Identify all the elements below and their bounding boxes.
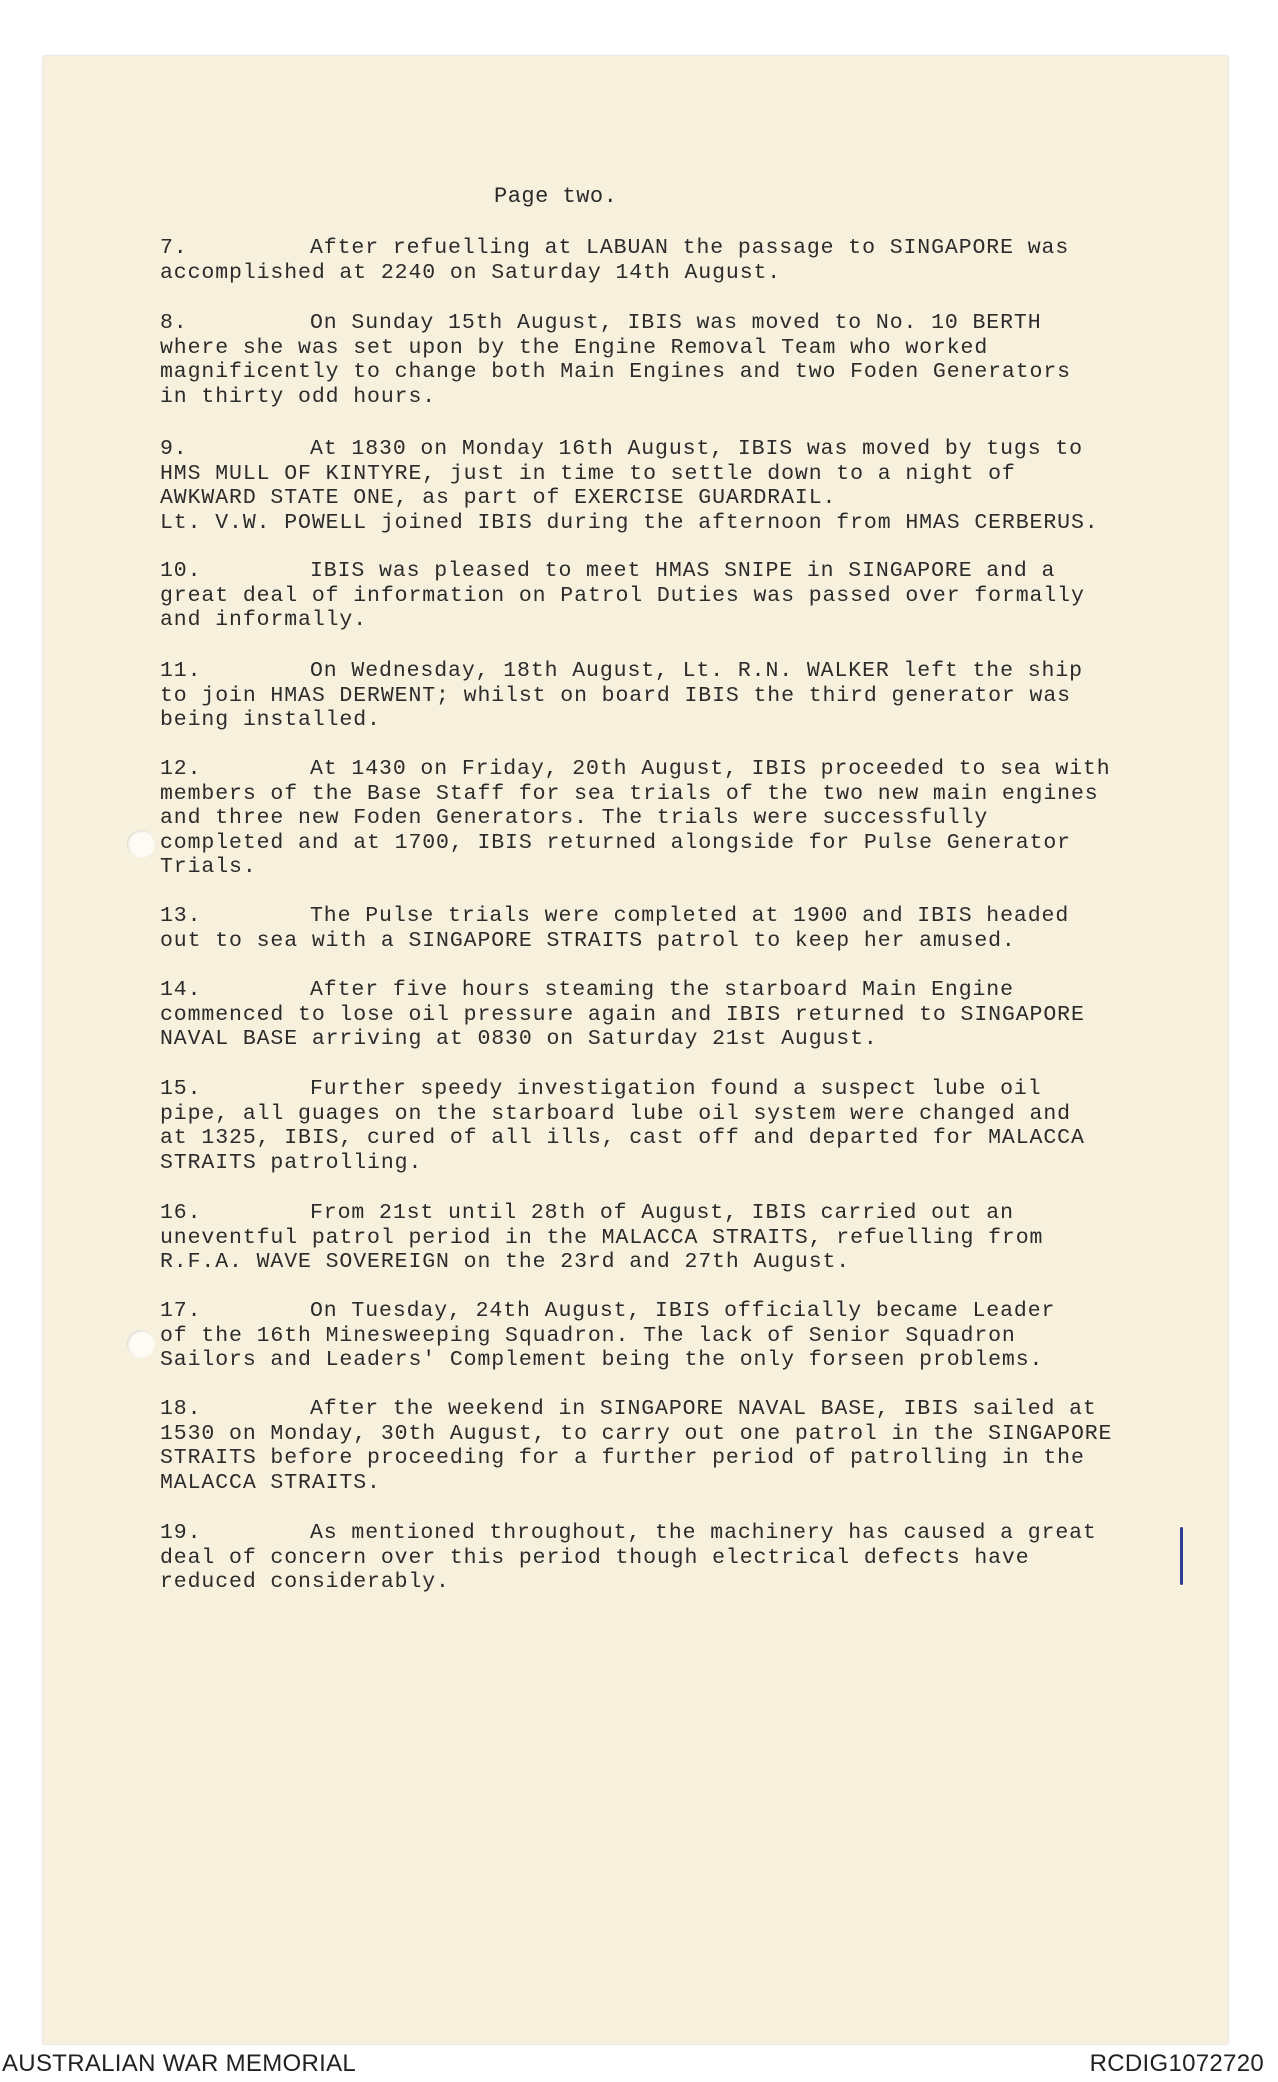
paragraph-line: After the weekend in SINGAPORE NAVAL BASE, IBIS sailed at: [310, 1397, 1097, 1421]
paragraph-19: [160, 1521, 1170, 1595]
paragraph-number: 18.: [160, 1397, 202, 1421]
paragraph-line: completed and at 1700, IBIS returned alongside for Pulse Generator: [160, 830, 1071, 855]
paragraph-line: of the 16th Minesweeping Squadron. The lack of Senior Squadron: [160, 1323, 1016, 1348]
paragraph-line: From 21st until 28th of August, IBIS carried out an: [310, 1201, 1014, 1225]
paragraph-line: Further speedy investigation found a suspect lube oil: [310, 1077, 1042, 1101]
paragraph-number: 16.: [160, 1201, 202, 1225]
paragraph-line: and three new Foden Generators. The trials were successfully: [160, 806, 989, 830]
paragraph-line: On Sunday 15th August, IBIS was moved to No. 10 BERTH: [310, 311, 1042, 335]
paragraph-line: Sailors and Leaders' Complement being the only forseen problems.: [160, 1348, 1044, 1372]
paragraph-line: reduced considerably.: [160, 1570, 450, 1594]
paragraph-number: 13.: [160, 904, 202, 928]
paragraph-number: 17.: [160, 1299, 202, 1323]
paragraph-line: At 1430 on Friday, 20th August, IBIS proceeded to sea with: [310, 757, 1111, 781]
archive-caption: AUSTRALIAN WAR MEMORIAL: [2, 2050, 357, 2077]
paragraph-line: members of the Base Staff for sea trials of the two new main engines: [160, 781, 1099, 806]
paragraph-line: NAVAL BASE arriving at 0830 on Saturday 21st August.: [160, 1027, 878, 1051]
paragraph-line: and informally.: [160, 608, 368, 632]
paragraph-number: 9.: [160, 437, 188, 461]
paragraph-line: HMS MULL OF KINTYRE, just in time to settle down to a night of: [160, 461, 1016, 486]
paragraph-line: IBIS was pleased to meet HMAS SNIPE in SINGAPORE and a: [310, 559, 1056, 583]
paragraph-line: On Tuesday, 24th August, IBIS officially became Leader: [310, 1299, 1056, 1323]
margin-pen-mark: [1180, 1527, 1183, 1585]
paragraph-number: 14.: [160, 978, 202, 1002]
paragraph-line: On Wednesday, 18th August, Lt. R.N. WALKER left the ship: [310, 659, 1083, 683]
paragraph-17: [160, 1299, 1170, 1373]
paragraph-line: to join HMAS DERWENT; whilst on board IBIS the third generator was: [160, 683, 1071, 708]
paragraph-11: [160, 659, 1170, 733]
paragraph-line: being installed.: [160, 708, 381, 732]
paragraph-line: R.F.A. WAVE SOVEREIGN on the 23rd and 27th August.: [160, 1250, 851, 1274]
paragraph-line: great deal of information on Patrol Duties was passed over formally: [160, 583, 1085, 608]
punch-hole: [127, 830, 155, 858]
paragraph-10: [160, 559, 1170, 633]
paragraph-line: uneventful patrol period in the MALACCA STRAITS, refuelling from: [160, 1225, 1044, 1250]
paragraph-line: As mentioned throughout, the machinery has caused a great: [310, 1521, 1097, 1545]
archive-reference: RCDIG1072720: [1089, 2050, 1264, 2077]
punch-hole: [127, 1330, 155, 1358]
paragraph-line: After refuelling at LABUAN the passage to SINGAPORE was: [310, 236, 1070, 260]
page-heading: Page two.: [494, 184, 618, 209]
paragraph-18: [160, 1397, 1170, 1495]
paragraph-number: 19.: [160, 1521, 202, 1545]
paragraph-8: [160, 311, 1170, 409]
paragraph-14: [160, 978, 1170, 1052]
paragraph-16: [160, 1201, 1170, 1275]
paragraph-line: The Pulse trials were completed at 1900 and IBIS headed: [310, 904, 1070, 928]
paragraph-line: commenced to lose oil pressure again and IBIS returned to SINGAPORE: [160, 1002, 1085, 1027]
paragraph-line: where she was set upon by the Engine Removal Team who worked: [160, 335, 989, 360]
paragraph-number: 12.: [160, 757, 202, 781]
paragraph-line: STRAITS patrolling.: [160, 1150, 423, 1175]
paragraph-15: [160, 1077, 1170, 1175]
paragraph-line: At 1830 on Monday 16th August, IBIS was moved by tugs to: [310, 437, 1083, 461]
paragraph-line: out to sea with a SINGAPORE STRAITS patrol to keep her amused.: [160, 928, 1016, 953]
paragraph-line: pipe, all guages on the starboard lube oil system were changed and: [160, 1101, 1071, 1126]
paragraph-line: Lt. V.W. POWELL joined IBIS during the afternoon from HMAS CERBERUS.: [160, 510, 1099, 535]
paragraph-line: AWKWARD STATE ONE, as part of EXERCISE GUARDRAIL.: [160, 486, 837, 510]
paragraph-line: After five hours steaming the starboard Main Engine: [310, 978, 1014, 1002]
paragraph-12: [160, 757, 1170, 880]
paragraph-number: 15.: [160, 1077, 202, 1101]
paragraph-number: 11.: [160, 659, 202, 683]
paragraph-number: 8.: [160, 311, 188, 335]
paragraph-9: [160, 437, 1170, 535]
paragraph-line: in thirty odd hours.: [160, 384, 437, 409]
paragraph-line: STRAITS before proceeding for a further period of patrolling in the: [160, 1446, 1085, 1470]
paragraph-line: MALACCA STRAITS.: [160, 1470, 381, 1495]
paragraph-line: magnificently to change both Main Engines and two Foden Generators: [160, 360, 1071, 384]
paragraph-line: accomplished at 2240 on Saturday 14th August.: [160, 260, 782, 285]
paragraph-line: deal of concern over this period though electrical defects have: [160, 1545, 1030, 1570]
paragraph-line: 1530 on Monday, 30th August, to carry out one patrol in the SINGAPORE: [160, 1421, 1113, 1446]
paragraph-7: [160, 236, 1170, 285]
paragraph-line: Trials.: [160, 855, 257, 879]
paragraph-number: 10.: [160, 559, 202, 583]
paragraph-number: 7.: [160, 236, 188, 260]
paragraph-line: at 1325, IBIS, cured of all ills, cast off and departed for MALACCA: [160, 1126, 1085, 1150]
paragraph-13: [160, 904, 1170, 953]
